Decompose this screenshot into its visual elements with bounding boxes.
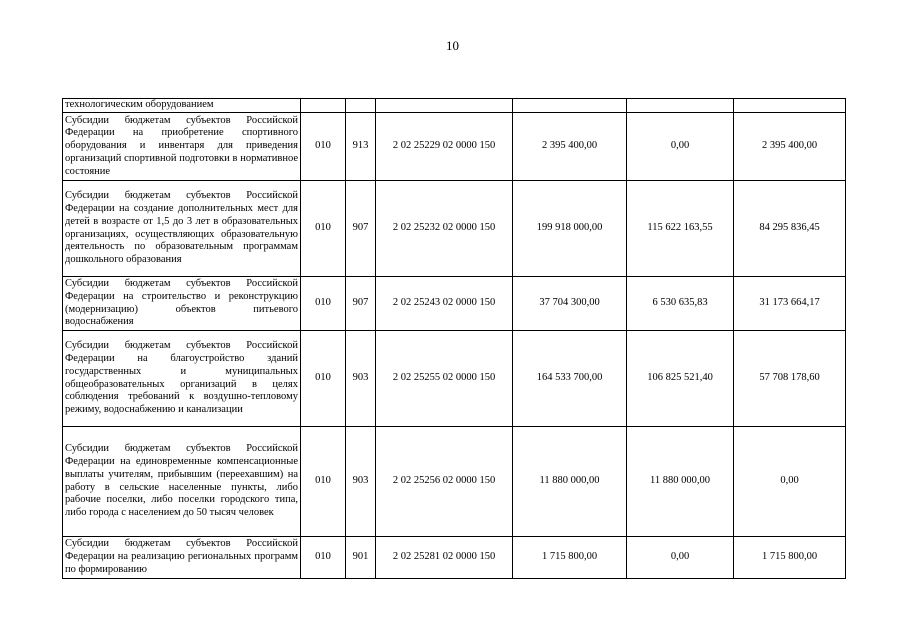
amount-executed: 115 622 163,55 (627, 181, 734, 277)
amount-remaining: 31 173 664,17 (734, 277, 846, 331)
ministry-code: 903 (346, 427, 376, 537)
page-number: 10 (446, 38, 459, 53)
kbk-code: 2 02 25243 02 0000 150 (376, 277, 513, 331)
amount-executed: 6 530 635,83 (627, 277, 734, 331)
row-name: технологическим оборудованием (63, 99, 301, 113)
amount-planned: 2 395 400,00 (513, 113, 627, 181)
row-name: Субсидии бюджетам субъектов Российской Федерации на реализацию региональных программ по формированию (63, 537, 301, 579)
kbk-code (376, 99, 513, 113)
amount-remaining: 84 295 836,45 (734, 181, 846, 277)
admin-code: 010 (301, 277, 346, 331)
kbk-code: 2 02 25256 02 0000 150 (376, 427, 513, 537)
row-name: Субсидии бюджетам субъектов Российской Федерации на приобретение спортивного оборудования и инвентаря для приведения организаций спортивной подготовки в нормативное состояние (63, 113, 301, 181)
ministry-code: 913 (346, 113, 376, 181)
admin-code: 010 (301, 113, 346, 181)
amount-executed: 0,00 (627, 537, 734, 579)
kbk-code: 2 02 25255 02 0000 150 (376, 331, 513, 427)
ministry-code: 903 (346, 331, 376, 427)
amount-executed: 11 880 000,00 (627, 427, 734, 537)
ministry-code: 901 (346, 537, 376, 579)
table-row (63, 181, 846, 277)
kbk-code: 2 02 25229 02 0000 150 (376, 113, 513, 181)
amount-planned: 37 704 300,00 (513, 277, 627, 331)
table-row (63, 113, 846, 181)
amount-planned: 164 533 700,00 (513, 331, 627, 427)
row-name: Субсидии бюджетам субъектов Российской Федерации на создание дополнительных мест для детей в возрасте от 1,5 до 3 лет в образовательных организациях, осуществляющих образовательную деятельность по образовательным программам дошкольного образования (63, 181, 301, 277)
table-row (63, 331, 846, 427)
amount-planned: 199 918 000,00 (513, 181, 627, 277)
ministry-code: 907 (346, 277, 376, 331)
amount-remaining: 1 715 800,00 (734, 537, 846, 579)
amount-remaining: 57 708 178,60 (734, 331, 846, 427)
amount-executed: 106 825 521,40 (627, 331, 734, 427)
admin-code (301, 99, 346, 113)
amount-planned: 11 880 000,00 (513, 427, 627, 537)
amount-planned: 1 715 800,00 (513, 537, 627, 579)
row-name: Субсидии бюджетам субъектов Российской Федерации на строительство и реконструкцию (модернизацию) объектов питьевого водоснабжения (63, 277, 301, 331)
table-row (63, 99, 846, 113)
admin-code: 010 (301, 537, 346, 579)
budget-table (62, 98, 846, 579)
row-name: Субсидии бюджетам субъектов Российской Федерации на благоустройство зданий государственных и муниципальных общеобразовательных организаций в целях соблюдения требований к воздушно-тепловому режиму, водоснабжению и канализации (63, 331, 301, 427)
amount-planned (513, 99, 627, 113)
kbk-code: 2 02 25232 02 0000 150 (376, 181, 513, 277)
ministry-code (346, 99, 376, 113)
kbk-code: 2 02 25281 02 0000 150 (376, 537, 513, 579)
table-row (63, 277, 846, 331)
amount-executed (627, 99, 734, 113)
amount-remaining: 0,00 (734, 427, 846, 537)
row-name: Субсидии бюджетам субъектов Российской Федерации на единовременные компенсационные выплаты учителям, прибывшим (переехавшим) на работу в сельские населенные пункты, либо рабочие поселки, либо поселки городского типа, либо города с населением до 50 тысяч человек (63, 427, 301, 537)
table-row (63, 427, 846, 537)
table-row (63, 537, 846, 579)
ministry-code: 907 (346, 181, 376, 277)
amount-remaining: 2 395 400,00 (734, 113, 846, 181)
amount-executed: 0,00 (627, 113, 734, 181)
admin-code: 010 (301, 331, 346, 427)
admin-code: 010 (301, 181, 346, 277)
amount-remaining (734, 99, 846, 113)
admin-code: 010 (301, 427, 346, 537)
